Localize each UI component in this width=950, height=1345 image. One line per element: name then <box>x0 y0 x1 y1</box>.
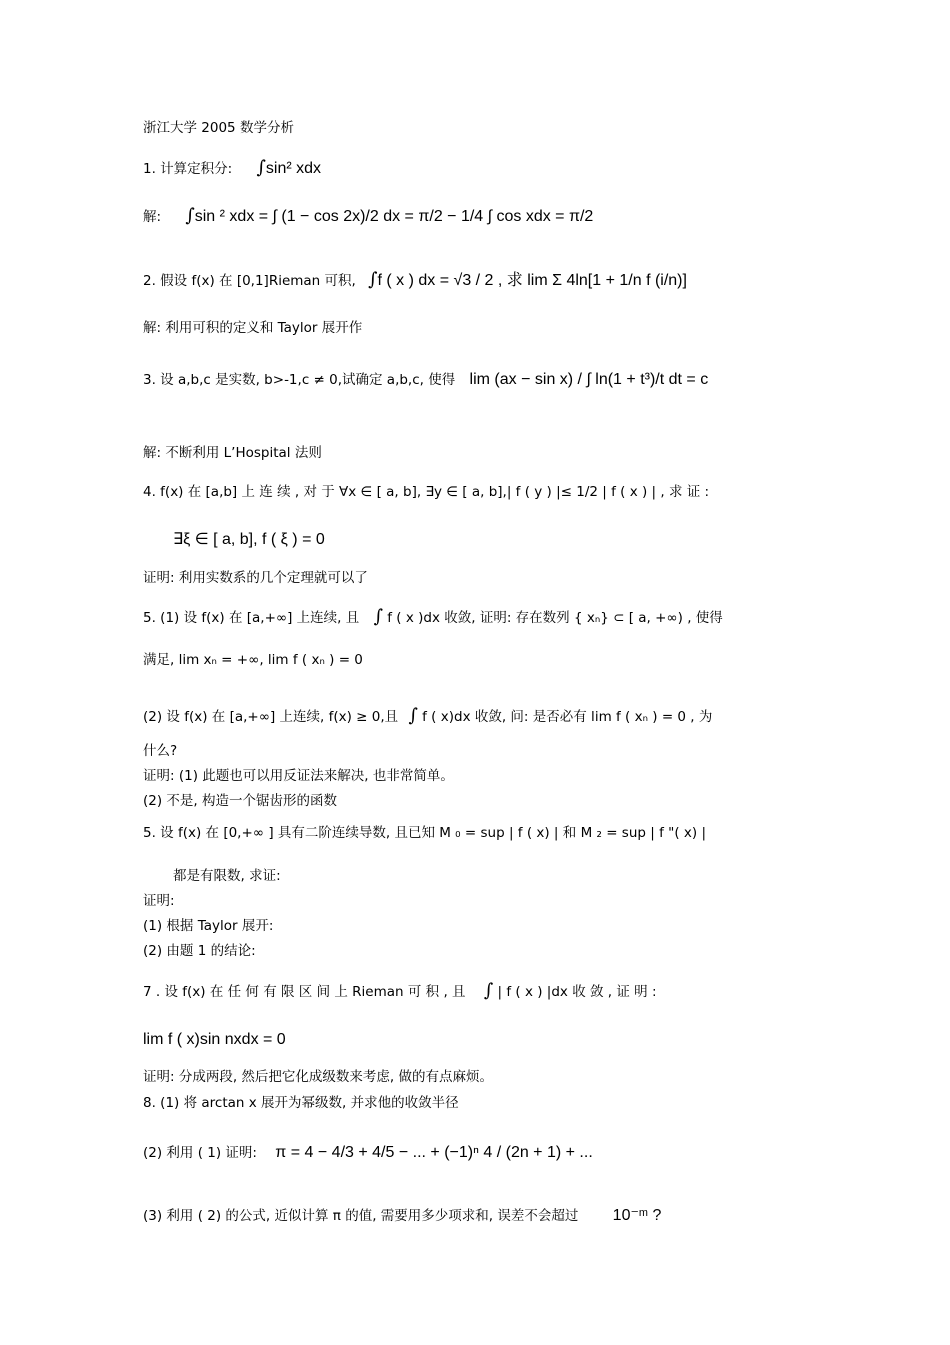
problem-5-part-2-end: 什么? <box>143 743 178 759</box>
problem-8-part-2-formula: π = 4 − 4/3 + 4/5 − ... + (−1)ⁿ 4 / (2n + 1) + ... <box>275 1144 593 1161</box>
problem-7-rest: | f ( x ) |dx 收 敛 , 证 明 : <box>497 984 657 1000</box>
solution-1-formula: ∫sin ² xdx = ∫ (1 − cos 2x)/2 dx = π/2 − 1/4 ∫ cos xdx = π/2 <box>185 205 594 226</box>
problem-7-claim: lim f ( x)sin nxdx = 0 <box>143 1031 286 1048</box>
problem-5-part-1-rest: f ( x )dx 收敛, 证明: 存在数列 { xₙ} ⊂ [ a, +∞) , 使得 <box>387 610 723 626</box>
problem-1-text: 1. 计算定积分: <box>143 161 233 177</box>
solution-2: 解: 利用可积的定义和 Taylor 展开作 <box>143 320 363 336</box>
problem-8-part-3 <box>143 1206 661 1226</box>
solution-5-part-2: (2) 不是, 构造一个锯齿形的函数 <box>143 793 337 809</box>
problem-5-part-1-condition: 满足, lim xₙ = +∞, lim f ( xₙ ) = 0 <box>143 652 363 668</box>
problem-2-text: 2. 假设 f(x) 在 [0,1]Rieman 可积, <box>143 273 356 289</box>
problem-6: 5. 设 f(x) 在 [0,+∞ ] 具有二阶连续导数, 且已知 M ₀ = sup | f ( x) | 和 M ₂ = sup | f "( x) | <box>143 825 707 841</box>
problem-5-part-2: (2) 设 f(x) 在 [a,+∞] 上连续, f(x) ≥ 0,且 ∫ f ( x)dx 收敛, 问: 是否必有 lim f ( xₙ ) = 0 , 为 <box>143 705 713 726</box>
solution-1 <box>143 206 593 227</box>
problem-6-statement: 都是有限数, 求证: <box>173 868 281 884</box>
problem-3 <box>143 370 708 390</box>
problem-3-text: 3. 设 a,b,c 是实数, b>-1,c ≠ 0,试确定 a,b,c, 使得 <box>143 372 456 388</box>
problem-8-part-2 <box>143 1143 593 1163</box>
problem-2 <box>143 270 687 291</box>
problem-8-part-1: 8. (1) 将 arctan x 展开为幂级数, 并求他的收敛半径 <box>143 1095 459 1111</box>
solution-4: 证明: 利用实数系的几个定理就可以了 <box>143 570 368 586</box>
problem-5-part-1-text: 5. (1) 设 f(x) 在 [a,+∞] 上连续, 且 <box>143 610 360 626</box>
problem-5-part-1: 5. (1) 设 f(x) 在 [a,+∞] 上连续, 且 ∫ f ( x )dx 收敛, 证明: 存在数列 { xₙ} ⊂ [ a, +∞) , 使得 <box>143 606 723 627</box>
problem-8-part-2-text: (2) 利用 ( 1) 证明: <box>143 1145 257 1161</box>
solution-5-part-1: 证明: (1) 此题也可以用反证法来解决, 也非常简单。 <box>143 768 454 784</box>
problem-3-formula: lim (ax − sin x) / ∫ ln(1 + t³)/t dt = c <box>469 371 709 388</box>
problem-7-text: 7 . 设 f(x) 在 任 何 有 限 区 间 上 Rieman 可 积 , 且 <box>143 984 466 1000</box>
problem-1-formula: ∫sin² xdx <box>256 157 322 178</box>
solution-3: 解: 不断利用 L’Hospital 法则 <box>143 445 322 461</box>
solution-6-label: 证明: <box>143 893 175 909</box>
document-title: 浙江大学 2005 数学分析 <box>143 120 294 136</box>
problem-7: 7 . 设 f(x) 在 任 何 有 限 区 间 上 Rieman 可 积 , 且 ∫ | f ( x ) |dx 收 敛 , 证 明 : <box>143 980 657 1001</box>
problem-1 <box>143 158 321 179</box>
solution-6-step-1: (1) 根据 Taylor 展开: <box>143 918 274 934</box>
solution-1-label: 解: <box>143 209 162 225</box>
solution-6-step-2: (2) 由题 1 的结论: <box>143 943 256 959</box>
problem-5-part-2-text: (2) 设 f(x) 在 [a,+∞] 上连续, f(x) ≥ 0,且 <box>143 709 399 725</box>
problem-4-conclusion: ∃ξ ∈ [ a, b], f ( ξ ) = 0 <box>173 531 325 548</box>
problem-2-formula: ∫f ( x ) dx = √3 / 2 , 求 lim Σ 4ln[1 + 1/n f (i/n)] <box>368 269 687 290</box>
problem-4: 4. f(x) 在 [a,b] 上 连 续 , 对 于 ∀x ∈ [ a, b], ∃y ∈ [ a, b],| f ( y ) |≤ 1/2 | f ( x ) | , 求 证 : <box>143 484 710 500</box>
solution-7: 证明: 分成两段, 然后把它化成级数来考虑, 做的有点麻烦。 <box>143 1069 494 1085</box>
problem-5-part-2-rest: f ( x)dx 收敛, 问: 是否必有 lim f ( xₙ ) = 0 , 为 <box>422 709 713 725</box>
problem-8-part-3-text: (3) 利用 ( 2) 的公式, 近似计算 π 的值, 需要用多少项求和, 误差不会超过 <box>143 1208 579 1224</box>
problem-8-part-3-tolerance: 10⁻ᵐ ? <box>612 1207 662 1224</box>
